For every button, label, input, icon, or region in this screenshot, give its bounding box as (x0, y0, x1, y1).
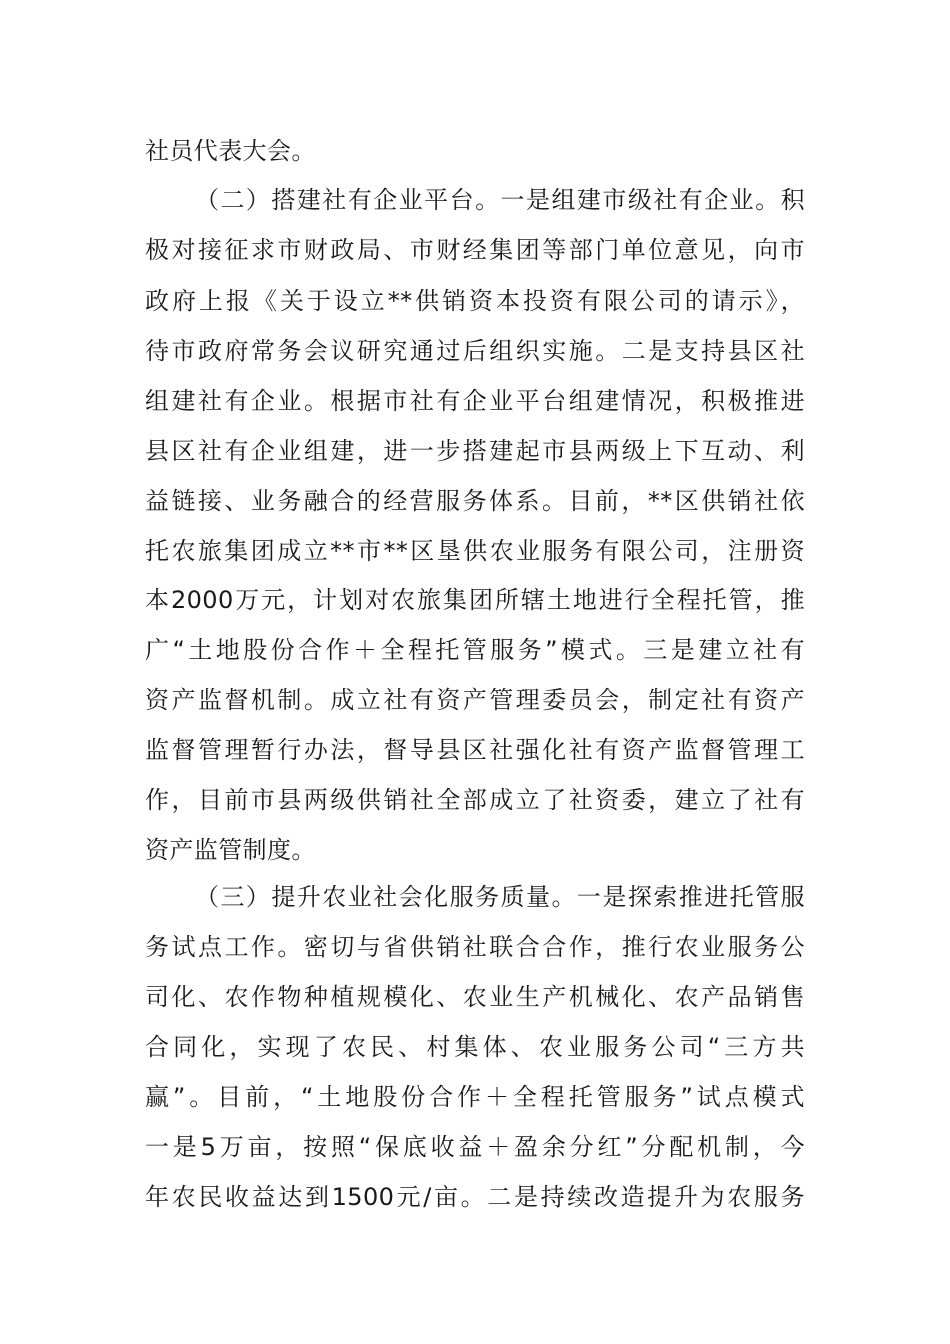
text-line-19: 合同化，实现了农民、村集体、农业服务公司“三方共 (145, 1033, 805, 1061)
text-line-1: 社员代表大会。 (145, 137, 316, 165)
text-line-9: 托农旅集团成立**市**区垦供农业服务有限公司，注册资 (145, 537, 805, 565)
text-line-6: 组建社有企业。根据市社有企业平台组建情况，积极推进 (145, 387, 805, 415)
text-line-12: 资产监督机制。成立社有资产管理委员会，制定社有资产 (145, 686, 805, 714)
text-line-16: （三）提升农业社会化服务质量。一是探索推进托管服 (195, 883, 805, 911)
text-line-8: 益链接、业务融合的经营服务体系。目前，**区供销社依 (145, 487, 805, 515)
text-line-22: 年农民收益达到1500元/亩。二是持续改造提升为农服务 (145, 1183, 805, 1211)
text-line-4: 政府上报《关于设立**供销资本投资有限公司的请示》， (145, 287, 805, 315)
text-line-14: 作，目前市县两级供销社全部成立了社资委，建立了社有 (145, 786, 805, 814)
text-line-20: 赢”。目前，“土地股份合作＋全程托管服务”试点模式 (145, 1083, 805, 1111)
text-line-7: 县区社有企业组建，进一步搭建起市县两级上下互动、利 (145, 437, 805, 465)
text-line-3: 极对接征求市财政局、市财经集团等部门单位意见，向市 (145, 236, 805, 264)
text-line-11: 广“土地股份合作＋全程托管服务”模式。三是建立社有 (145, 636, 805, 664)
text-line-18: 司化、农作物种植规模化、农业生产机械化、农产品销售 (145, 983, 805, 1011)
text-line-13: 监督管理暂行办法，督导县区社强化社有资产监督管理工 (145, 736, 805, 764)
text-line-5: 待市政府常务会议研究通过后组织实施。二是支持县区社 (145, 337, 805, 365)
text-line-15: 资产监管制度。 (145, 836, 316, 864)
text-line-10: 本2000万元，计划对农旅集团所辖土地进行全程托管，推 (145, 586, 805, 614)
text-line-17: 务试点工作。密切与省供销社联合合作，推行农业服务公 (145, 933, 805, 961)
text-line-21: 一是5万亩，按照“保底收益＋盈余分红”分配机制，今 (145, 1133, 805, 1161)
text-line-2: （二）搭建社有企业平台。一是组建市级社有企业。积 (195, 186, 805, 214)
